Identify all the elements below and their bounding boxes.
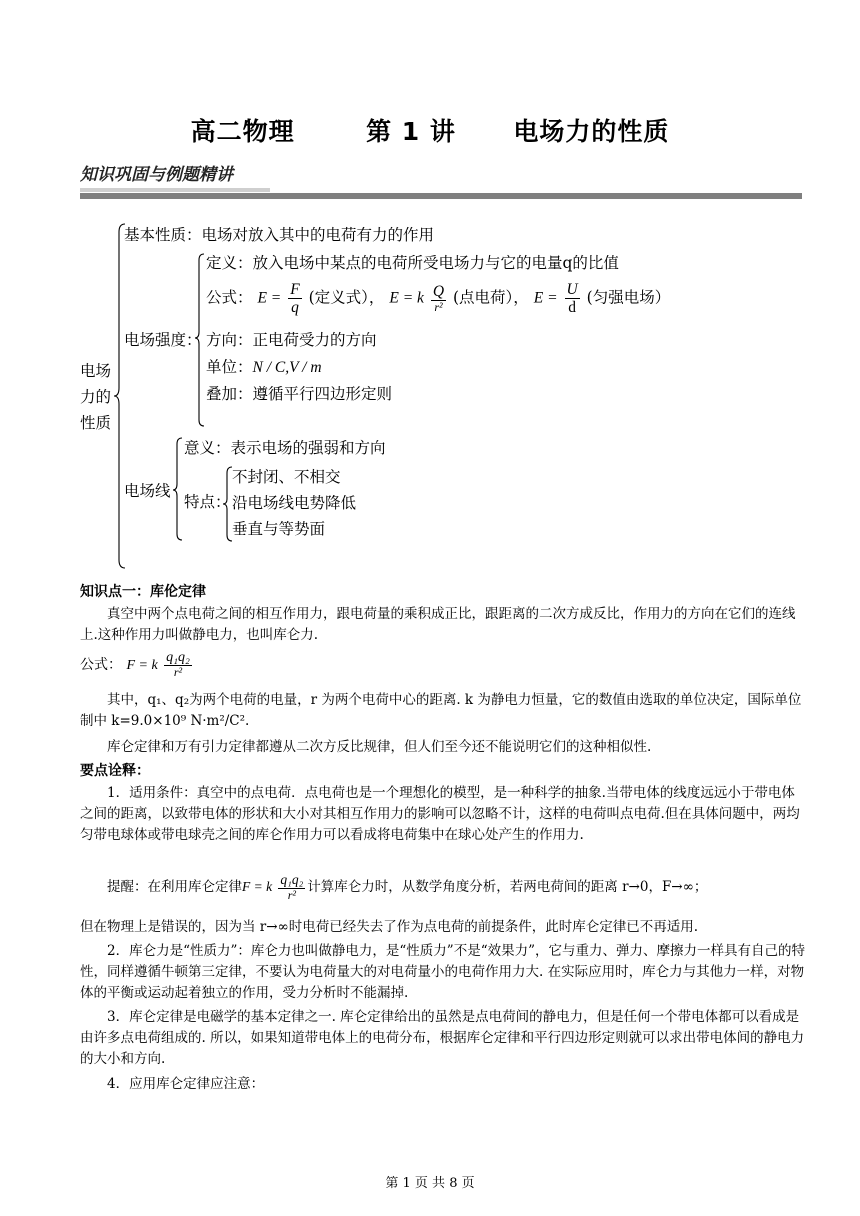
feature-3: 垂直与等势面: [232, 520, 326, 538]
tip-line-2: 但在物理上是错误的，因为当 r→∞时电荷已经失去了作为点电荷的前提条件，此时库仑定律已不再适用.: [80, 919, 699, 935]
title-topic: 电场力的性质: [513, 117, 670, 146]
section-banner-accent: [80, 188, 270, 192]
kp1-paragraph-3: 库仑定律和万有引力定律都遵从二次方反比规律，但人们至今还不能说明它们的这种相似性.: [107, 739, 652, 755]
title-lecture: 第 1 讲: [366, 117, 456, 146]
kp1-paragraph-1: 真空中两个点电荷之间的相互作用力，跟电荷量的乘积成正比，跟距离的二次方成反比，作用力的方向在它们的连线上.这种作用力叫做静电力，也叫库仑力.: [80, 606, 796, 643]
key-points-heading: 要点诠释：: [80, 763, 150, 779]
kp1-heading: 知识点一：库伦定律: [80, 584, 206, 600]
mindmap-root: 电场力的性质: [80, 362, 112, 432]
section-banner: 知识巩固与例题精讲: [80, 165, 233, 185]
field-superposition: 叠加：遵循平行四边形定则: [206, 385, 393, 403]
field-formulas: 公式： E = $\frac{F}{q}$ (定义式）， E = k $\frac{Q}{\text{r²}}$ (点电荷）， E = $\frac{U}{d}$ (匀强电场）: [206, 281, 671, 317]
tip-line-1: 提醒：在利用库仑定律F = k $\frac{\text{q₁q₂}}{\text{r²}}$ 计算库仑力时，从数学角度分析，若两电荷间的距离 r→0，F→∞；: [107, 872, 708, 902]
basic-property: 基本性质：电场对放入其中的电荷有力的作用: [124, 226, 435, 244]
key-point-3: 3．库仑定律是电磁学的基本定律之一. 库仑定律给出的虽然是点电荷间的静电力，但是任何一个带电体都可以看成是由许多点电荷组成的. 所以，如果知道带电体上的电荷分布，根据库仑定律和平行四边形定则就可以求出带电体间的静电力的大小和方向.: [80, 1009, 805, 1067]
key-point-4: 4．应用库仑定律应注意：: [107, 1076, 265, 1092]
page-title: [0, 112, 860, 148]
field-unit: 单位：N / C,V / m: [206, 358, 322, 376]
title-subject: 高二物理: [190, 117, 295, 146]
field-strength-brace: [196, 252, 206, 430]
field-line-brace: [174, 436, 184, 544]
kp1-paragraph-2: 其中，q₁、q₂为两个电荷的电量，r 为两个电荷中心的距离. k 为静电力恒量，它的数值由选取的单位决定，国际单位制中 k=9.0×10⁹ N·m²/C².: [80, 692, 802, 729]
field-definition: 定义：放入电场中某点的电荷所受电场力与它的电量q的比值: [206, 254, 619, 272]
coulomb-formula: 公式： F = k $\frac{\text{q₁q₂}}{\text{r²}}$: [80, 650, 190, 680]
feature-1: 不封闭、不相交: [232, 468, 341, 486]
page-footer: 第 1 页 共 8 页: [385, 1176, 475, 1191]
field-line-label: 电场线: [124, 482, 171, 500]
feature-2: 沿电场线电势降低: [232, 494, 357, 512]
field-line-feature-label: 特点：: [184, 493, 231, 511]
key-point-1: 1．适用条件：真空中的点电荷．点电荷也是一个理想化的模型，是一种科学的抽象.当带电体的线度远远小于带电体之间的距离，以致带电体的形状和大小对其相互作用力的影响可以忽略不计，这样的电荷叫点电荷.但在具体问题中，两均匀带电球体或带电球壳之间的库仑作用力可以看成将电荷集中在球心处产生的作用力.: [80, 785, 800, 843]
field-direction: 方向：正电荷受力的方向: [206, 331, 377, 349]
main-brace: [116, 222, 128, 570]
key-point-2: 2．库仑力是“性质力”：库仑力也叫做静电力，是“性质力”不是“效果力”，它与重力、弹力、摩擦力一样具有自己的特性，同样遵循牛顿第三定律，不要认为电荷量大的对电荷量小的电荷作用力大. 在实际应用时，库仑力与其他力一样，对物体的平衡或运动起着独立的作用，受力分析时不能漏掉.: [80, 943, 805, 1001]
field-line-meaning: 意义：表示电场的强弱和方向: [184, 439, 386, 457]
field-strength-label: 电场强度：: [124, 331, 202, 349]
section-divider: [80, 193, 802, 199]
